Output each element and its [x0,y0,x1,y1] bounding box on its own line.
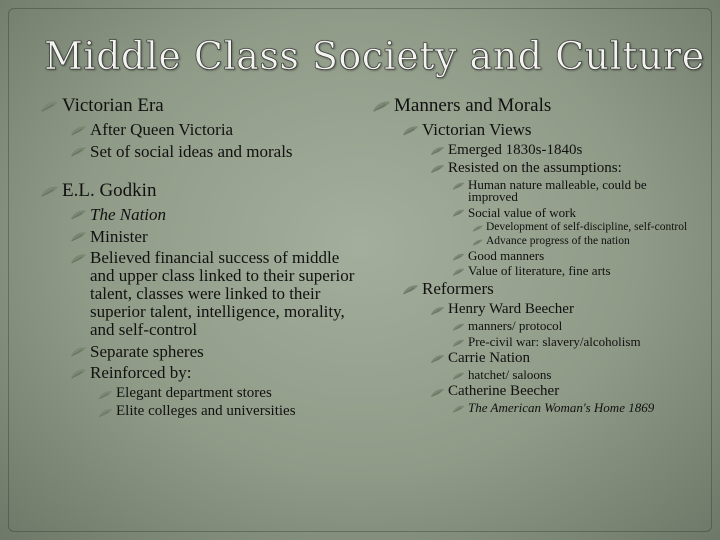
leaf-bullet-icon [70,124,87,138]
bullet-text: E.L. Godkin [62,179,157,201]
leaf-bullet-icon [430,353,445,365]
bullet-text: Set of social ideas and morals [90,141,293,161]
bullet-item-level-2 [70,343,356,361]
bullet-item-level-3 [430,351,698,366]
leaf-bullet-icon [70,145,87,159]
bullet-text: After Queen Victoria [90,120,234,139]
leaf-bullet-icon [452,208,465,218]
bullet-item-level-4 [452,247,698,263]
leaf-bullet-icon [70,345,87,359]
bullet-text: Henry Ward Beecher [448,301,574,318]
leaf-bullet-icon [70,230,87,244]
leaf-bullet-icon [452,181,465,191]
leaf-bullet-icon [472,224,484,233]
bullet-item-level-1 [372,96,698,115]
leaf-bullet-icon [40,99,59,114]
right-column [372,96,698,418]
bullet-item-level-4 [452,402,698,414]
bullet-item-level-4 [452,176,698,205]
leaf-bullet-icon [452,404,465,414]
leaf-bullet-icon [372,99,391,114]
bullet-text: Social value of work [468,204,576,220]
bullet-item-level-3 [98,386,356,401]
bullet-item-level-4 [452,320,698,332]
bullet-item-level-4 [452,333,698,349]
bullet-text: Value of literature, fine arts [468,263,611,279]
slide-title: Middle Class Society and Culture [44,34,705,78]
bullet-text: Human nature malleable, could be improved [468,176,647,205]
bullet-text: Development of self-discipline, self-control [486,220,688,233]
bullet-text: Victorian Era [62,95,164,116]
bullet-text: The American Woman's Home 1869 [468,400,655,416]
bullet-item-level-4 [452,204,698,220]
bullet-text: hatchet/ saloons [468,366,552,382]
leaf-bullet-icon [70,252,87,266]
bullet-item-level-2 [70,121,356,139]
leaf-bullet-icon [40,184,59,199]
leaf-bullet-icon [98,407,113,419]
leaf-bullet-icon [430,163,445,175]
bullet-text: Carrie Nation [448,349,531,366]
bullet-text: Reformers [422,279,494,299]
bullet-item-level-2 [70,206,356,224]
bullet-text: Manners and Morals [394,95,552,116]
leaf-bullet-icon [70,367,87,381]
bullet-text: Pre-civil war: slavery/alcoholism [468,333,641,349]
leaf-bullet-icon [98,389,113,401]
bullet-text: Believed financial success of middle and upper class linked to their superior talent, classes were linked to their superior talent, intelligence, morality, and self-control [90,248,355,339]
bullet-text: Victorian Views [422,120,532,139]
spacer [40,165,356,181]
bullet-item-level-3 [430,161,698,176]
leaf-bullet-icon [402,124,419,138]
leaf-bullet-icon [452,267,465,277]
bullet-text: Elite colleges and universities [116,403,296,420]
bullet-item-level-3 [98,404,356,419]
leaf-bullet-icon [452,371,465,381]
bullet-text: Separate spheres [90,341,204,361]
bullet-text: Catherine Beecher [448,383,560,400]
bullet-item-level-3 [430,143,698,158]
bullet-item-level-5 [472,222,698,233]
bullet-item-level-2 [70,249,356,338]
bullet-text: Good manners [468,247,545,263]
bullet-item-level-1 [40,96,356,115]
leaf-bullet-icon [452,252,465,262]
leaf-bullet-icon [472,238,484,247]
bullet-item-level-4 [452,265,698,277]
leaf-bullet-icon [452,322,465,332]
bullet-item-level-2 [70,143,356,161]
bullet-item-level-4 [452,366,698,382]
bullet-text: Reinforced by: [90,363,192,383]
leaf-bullet-icon [430,305,445,317]
bullet-item-level-2 [402,121,698,139]
bullet-text: The Nation [90,204,167,224]
leaf-bullet-icon [430,145,445,157]
bullet-item-level-2 [70,228,356,246]
bullet-item-level-2 [402,280,698,298]
bullet-text: Advance progress of the nation [486,234,630,247]
bullet-text: Resisted on the assumptions: [448,159,622,176]
leaf-bullet-icon [402,283,419,297]
bullet-item-level-1 [40,181,356,200]
bullet-item-level-3 [430,384,698,399]
bullet-text: Elegant department stores [116,385,272,402]
leaf-bullet-icon [70,208,87,222]
leaf-bullet-icon [452,338,465,348]
bullet-item-level-5 [472,236,698,247]
bullet-item-level-2 [70,364,356,382]
left-column [40,96,356,422]
bullet-item-level-3 [430,302,698,317]
leaf-bullet-icon [430,387,445,399]
bullet-text: Emerged 1830s-1840s [448,141,583,158]
bullet-text: Minister [90,226,148,246]
bullet-text: manners/ protocol [468,318,563,334]
